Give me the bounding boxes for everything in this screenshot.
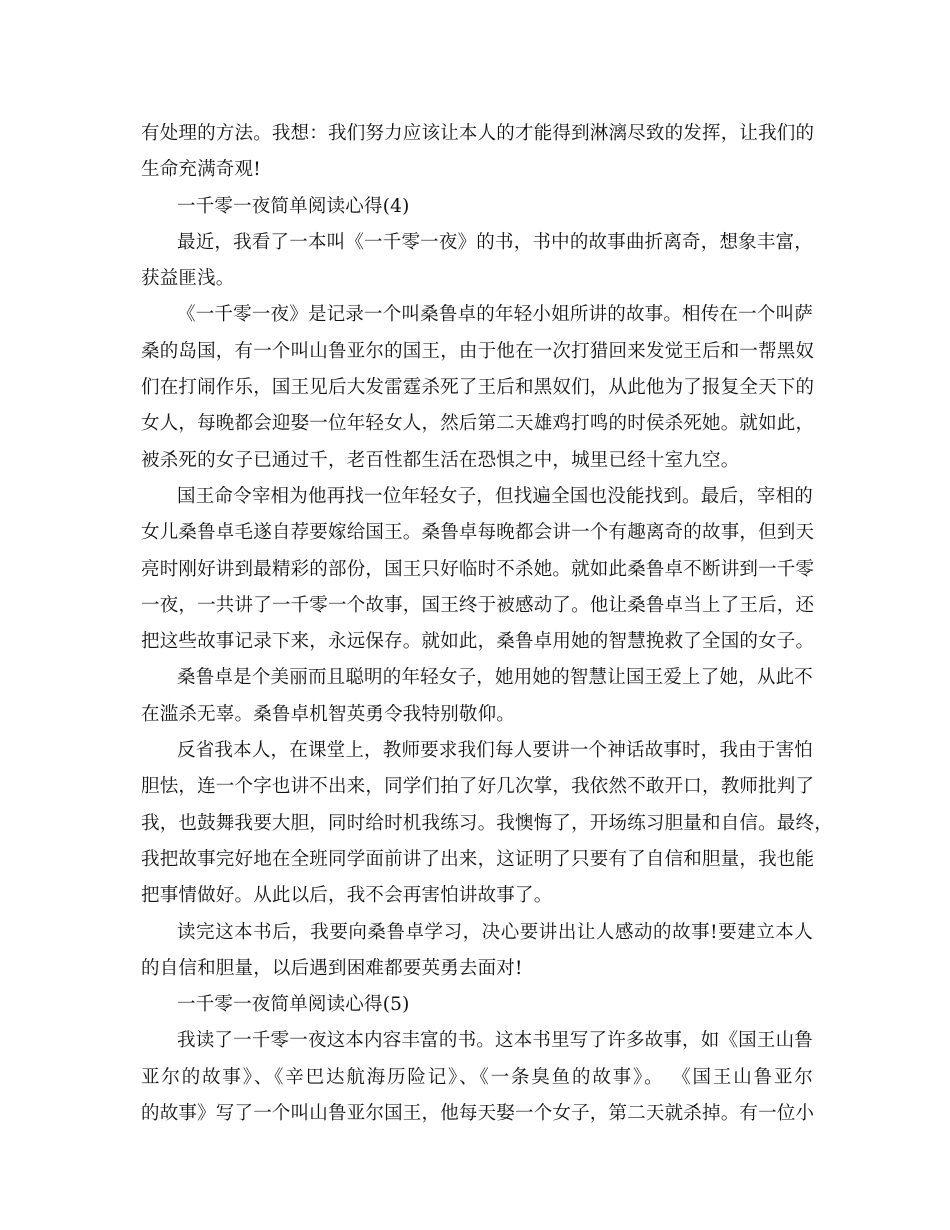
text-line: 桑鲁卓是个美丽而且聪明的年轻女子，她用她的智慧让国王爱上了她，从此不 — [177, 667, 813, 689]
document-body — [141, 116, 833, 1132]
text-line: 生命充满奇观! — [141, 159, 261, 181]
text-line: 把这些故事记录下来，永远保存。就如此，桑鲁卓用她的智慧挽救了全国的女子。 — [141, 631, 815, 653]
text-line: 读完这本书后，我要向桑鲁卓学习，决心要讲出让人感动的故事!要建立本人 — [177, 921, 813, 943]
text-line: 我把故事完好地在全班同学面前讲了出来，这证明了只要有了自信和胆量，我也能 — [141, 848, 815, 870]
text-line: 有处理的方法。我想：我们努力应该让本人的才能得到淋漓尽致的发挥，让我们的 — [141, 123, 815, 144]
text-line: 反省我本人，在课堂上，教师要求我们每人要讲一个神话故事时，我由于害怕 — [177, 740, 813, 762]
text-line: 把事情做好。从此以后，我不会再害怕讲故事了。 — [141, 885, 553, 907]
text-line: 一千零一夜简单阅读心得(4) — [177, 195, 410, 217]
text-line: 亚尔的故事》、《辛巴达航海历险记》、《一条臭鱼的故事》。 《国王山鲁亚尔 — [141, 1066, 813, 1088]
text-line: 最近，我看了一本叫《一千零一夜》的书，书中的故事曲折离奇，想象丰富， — [177, 231, 813, 253]
text-line: 胆怯，连一个字也讲不出来，同学们拍了好几次掌，我依然不敢开口，教师批判了 — [141, 776, 815, 798]
text-line: 女儿桑鲁卓毛遂自荐要嫁给国王。桑鲁卓每晚都会讲一个有趣离奇的故事，但到天 — [141, 522, 815, 544]
text-line: 《一千零一夜》是记录一个叫桑鲁卓的年轻小姐所讲的故事。相传在一个叫萨 — [177, 304, 813, 326]
text-line: 我，也鼓舞我要大胆，同时给时机我练习。我懊悔了，开场练习胆量和自信。最终， — [141, 812, 833, 834]
text-line: 的自信和胆量，以后遇到困难都要英勇去面对! — [141, 957, 523, 979]
text-line: 亮时刚好讲到最精彩的部份，国王只好临时不杀她。就如此桑鲁卓不断讲到一千零 — [141, 558, 815, 580]
text-line: 一千零一夜简单阅读心得(5) — [177, 994, 410, 1016]
text-line: 国王命令宰相为他再找一位年轻女子，但找遍全国也没能找到。最后，宰相的 — [177, 485, 813, 507]
text-line: 的故事》写了一个叫山鲁亚尔国王，他每天娶一个女子，第二天就杀掉。有一位小 — [141, 1103, 815, 1125]
text-line: 我读了一千零一夜这本内容丰富的书。这本书里写了许多故事，如《国王山鲁 — [177, 1030, 813, 1052]
text-line: 在滥杀无辜。桑鲁卓机智英勇令我特别敬仰。 — [141, 703, 516, 725]
text-line: 桑的岛国，有一个叫山鲁亚尔的国王，由于他在一次打猎回来发觉王后和一帮黑奴 — [141, 340, 815, 362]
text-line: 女人，每晚都会迎娶一位年轻女人，然后第二天雄鸡打鸣的时侯杀死她。就如此， — [141, 413, 815, 435]
text-line: 们在打闹作乐，国王见后大发雷霆杀死了王后和黑奴们，从此他为了报复全天下的 — [141, 377, 815, 399]
text-line: 一夜，一共讲了一千零一个故事，国王终于被感动了。他让桑鲁卓当上了王后，还 — [141, 594, 815, 616]
text-line: 被杀死的女子已通过千，老百性都生活在恐惧之中，城里已经十室九空。 — [141, 449, 740, 471]
text-line: 获益匪浅。 — [141, 268, 235, 290]
